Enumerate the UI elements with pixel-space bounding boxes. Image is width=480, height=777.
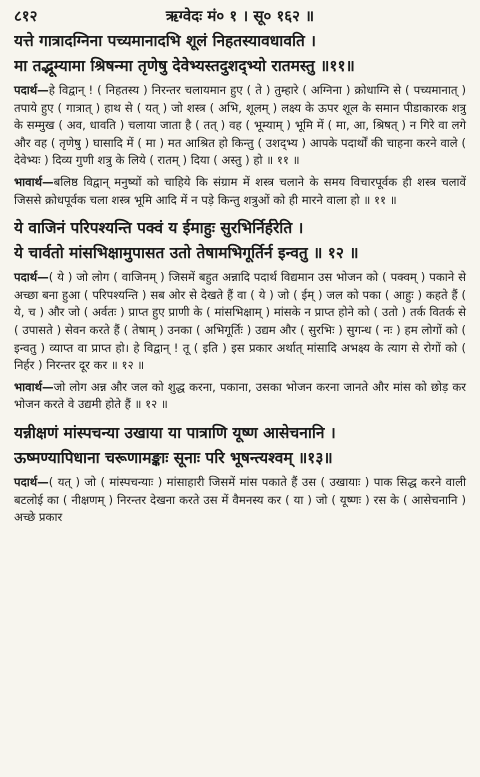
page-header [14, 6, 466, 28]
verse-11-line-2: मा तद्भूम्यामा श्रिषन्मा तृणेषु देवेभ्यस्तदुशद्भ्यो रातमस्तु ॥११॥ [14, 56, 355, 75]
bhavartha-label: भावार्थ— [14, 379, 54, 394]
verse-12-padartha [14, 269, 466, 375]
verse-11-padartha [14, 82, 466, 170]
verse-12-line-2: ये चार्वतो मांसभिक्षामुपासत उतो तेषामभिगूर्तिर्न इन्वतु ॥ १२ ॥ [14, 243, 359, 263]
verse-13-line-2: ऊष्मण्यापिधाना चरूणामङ्काः सूनाः परि भूषन्त्यश्वम् ॥१३॥ [14, 447, 333, 467]
bhavartha-label: भावार्थ— [14, 174, 54, 189]
verse-13-padartha [14, 474, 466, 527]
padartha-text: हे विद्वान् ! ( निहतस्य ) निरन्तर चलायमान हुए ( ते ) तुम्हारे ( अग्निना ) क्रोधाग्नि से ( पच्यमानात् ) तपाये हुए ( गात्रात् ) हाथ से ( यत् ) जो शस्त्र ( अभि, शूलम् ) लक्ष्य के ऊपर शूल के समान पीडाकारक शत्रु के सम्मुख ( अव, धावति ) चलाया जाता है ( तत् ) वह ( भूम्याम् ) भूमि में ( मा, आ, श्रिषत् ) न गिरे वा लगे और वह ( तृणेषु ) घासादि में ( मा ) मत आश्रित हो किन्तु ( उशद्भ्य ) आपके पदार्थों की चाहना करने वाले ( देवेभ्यः ) दिव्य गुणी शत्रु के लिये ( रातम् ) दिया ( अस्तु ) हो ॥ ११ ॥ [14, 83, 466, 168]
padartha-text: ( यत् ) जो ( मांस्पचन्याः ) मांसाहारी जिसमें मांस पकाते हैं उस ( उखायाः ) पाक सिद्ध करने वाली बटलोई का ( नीक्षणम् ) निरन्तर देखना करते उस में वैमनस्य कर ( या ) जो ( यूष्णः ) रस के ( आसेचनानि ) अच्छे प्रकार [14, 474, 466, 525]
verse-11-bhavartha [14, 174, 466, 209]
verse-12-bhavartha [14, 379, 466, 414]
padartha-label: पदार्थ— [14, 270, 49, 285]
padartha-text: ( ये ) जो लोग ( वाजिनम् ) जिसमें बहुत अन्नादि पदार्थ विद्यमान उस भोजन को ( पक्वम् ) पकाने से अच्छा बना हुआ ( परिपश्यन्ति ) सब ओर से देखते हैं वा ( ये ) जो ( ईम् ) जल को पका ( आहुः ) कहते हैं ( ये, च ) और जो ( अर्वतः ) प्राप्त हुए प्राणी के ( मांसभिक्षाम् ) मांसके न प्राप्त होने को ( उतो ) तर्क वितर्क से ( उपासते ) सेवन करते हैं ( तेषाम् ) उनका ( अभिगूर्तिः ) उद्यम और ( सुरभिः ) सुगन्ध ( नः ) हम लोगों को ( इन्वतु ) व्याप्त वा प्राप्त हो। हे विद्वान् ! तू ( इति ) इस प्रकार अर्थात् मांसादि अभक्ष्य के त्याग से रोगों को ( निर्हर ) निरन्तर दूर कर ॥ १२ ॥ [14, 270, 466, 373]
verse-13-line-1: यन्नीक्षणं मांस्पचन्या उखाया या पात्राणि यूष्ण आसेचनानि । [14, 422, 336, 442]
bhavartha-text: बलिष्ठ विद्वान् मनुष्यों को चाहिये कि संग्राम में शस्त्र चलाने के समय विचारपूर्वक ही शस्त्र चलावें जिससे क्रोधपूर्वक चला शस्त्र भूमि आदि में न पड़े किन्तु शत्रुओं को ही मारने वाला हो ॥ ११ ॥ [14, 174, 466, 207]
page-number: ८१२ [14, 7, 38, 25]
padartha-label: पदार्थ— [14, 474, 49, 489]
verse-11-line-1: यत्ते गात्रादग्निना पच्यमानादभि शूलं निहतस्यावधावति । [14, 31, 317, 50]
running-title: ऋग्वेदः मं० १ । सू० १६२ ॥ [165, 7, 315, 25]
bhavartha-text: जो लोग अन्न और जल को शुद्ध करना, पकाना, उसका भोजन करना जानते और मांस को छोड़ कर भोजन करते वे उद्यमी होते हैं ॥ १२ ॥ [14, 379, 466, 412]
verse-12-line-1: ये वाजिनं परिपश्यन्ति पक्वं य ईमाहुः सुरभिर्निर्हरेति । [14, 218, 304, 238]
padartha-label: पदार्थ— [14, 83, 49, 97]
